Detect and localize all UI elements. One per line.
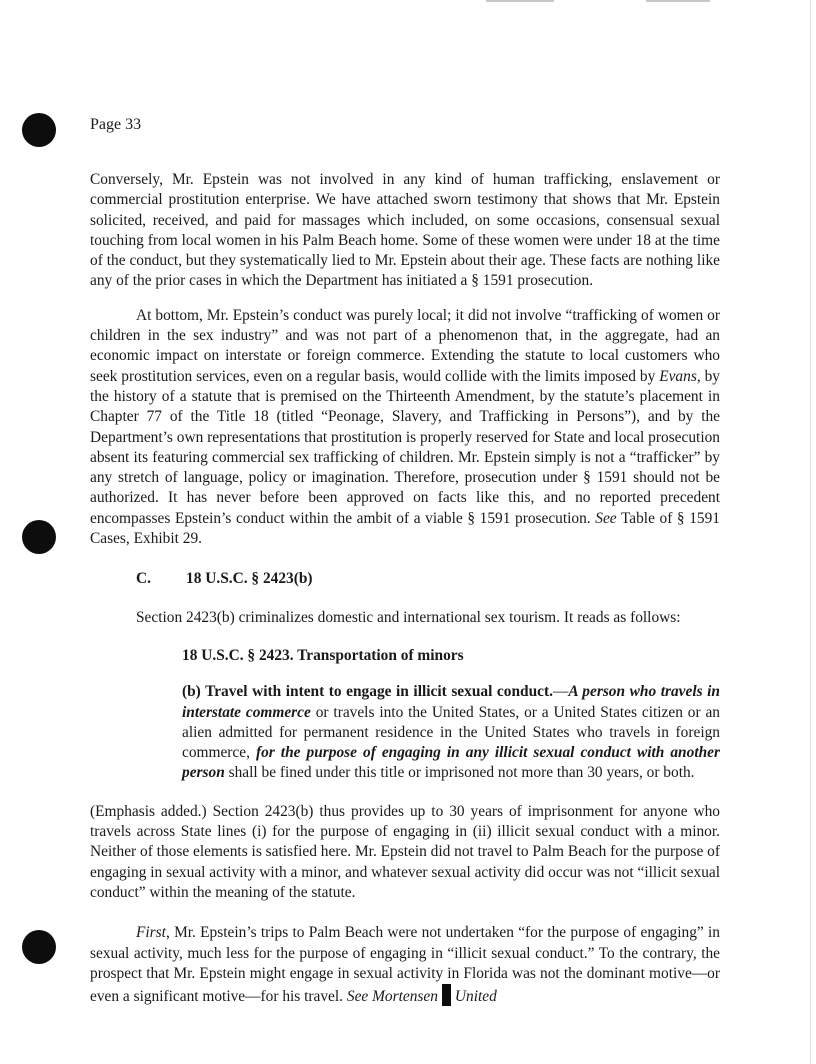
section-title: 18 U.S.C. § 2423(b) [186, 570, 313, 588]
paragraph-conversely: Conversely, Mr. Epstein was not involved in any kind of human trafficking, enslavement or commercial prostitution enterprise. We have attached sworn testimony that shows that Mr. Epstein solicited, received, and paid for massages which included, on some occasions, consensual sexual touching from local women in his Palm Beach home. Some of these women were under 18 at the time of the conduct, but they systematically lied to Mr. Epstein about their age. These facts are nothing like any of the prior cases in which the Department has initiated a § 1591 prosecution. [90, 171, 720, 290]
document-body [90, 170, 720, 1007]
redaction-bar [442, 984, 451, 1006]
statute-quote [182, 646, 720, 784]
section-heading [136, 569, 720, 589]
punch-hole [22, 113, 56, 147]
punch-hole [22, 930, 56, 964]
case-name-evans: Evans [659, 367, 697, 385]
signal-see: See [595, 509, 617, 527]
page-number: Page 33 [90, 116, 142, 133]
statute-title: 18 U.S.C. § 2423. Transportation of minors [182, 646, 464, 664]
punch-hole [22, 520, 56, 554]
paragraph-emphasis-added: (Emphasis added.) Section 2423(b) thus provides up to 30 years of imprisonment for anyone who travels across State lines (i) for the purpose of engaging in (ii) illicit sexual conduct with a minor. Neither of those elements is satisfied here. Mr. Epstein did not travel to Palm Beach for the purpose of engaging in sexual activity with a minor, and whatever sexual activity did occur was not “illicit sexual conduct” within the meaning of the statute. [90, 802, 721, 901]
scan-edge-line [810, 0, 811, 1064]
section-intro: Section 2423(b) criminalizes domestic and international sex tourism. It reads as follows: [136, 608, 681, 626]
statute-text: (b) Travel with intent to engage in illicit sexual conduct.—A person who travels in interstate commerce or travels into the United States, or a United States citizen or an alien admitted for permanent residence in the United States who travels in foreign commerce, for the purpose of engaging in any illicit sexual conduct with another person shall be fined under this title or imprisoned not more than 30 years, or both. [182, 683, 720, 782]
scan-artifact-top [486, 0, 554, 2]
paragraph-first: First, Mr. Epstein’s trips to Palm Beach were not undertaken “for the purpose of engaging” in sexual activity, much less for the purpose of engaging in “illicit sexual conduct.” To the contrary, the prospect that Mr. Epstein might engage in sexual activity in Florida was not the dominant motive—or even a significant motive—for his travel. See Mortensen United [90, 924, 720, 1006]
section-letter: C. [136, 570, 151, 588]
scan-artifact-top [646, 0, 710, 2]
paragraph-at-bottom: At bottom, Mr. Epstein’s conduct was purely local; it did not involve “trafficking of women or children in the sex industry” and was not part of a phenomenon that, in the aggregate, had an economic impact on interstate or foreign commerce. Extending the statute to local customers who seek prostitution services, even on a regular basis, would collide with the limits imposed by Evans, by the history of a statute that is premised on the Thirteenth Amendment, by the statute’s placement in Chapter 77 of the Title 18 (titled “Peonage, Slavery, and Trafficking in Persons”), and by the Department’s own representations that prostitution is properly reserved for State and local prosecution absent its featuring commercial sex trafficking of children. Mr. Epstein simply is not a “trafficker” by any stretch of language, policy or imagination. Therefore, prosecution under § 1591 should not be authorized. It has never before been approved on facts like this, and no reported precedent encompasses Epstein’s conduct within the ambit of a viable § 1591 prosecution. See Table of § 1591 Cases, Exhibit 29. [90, 306, 720, 548]
